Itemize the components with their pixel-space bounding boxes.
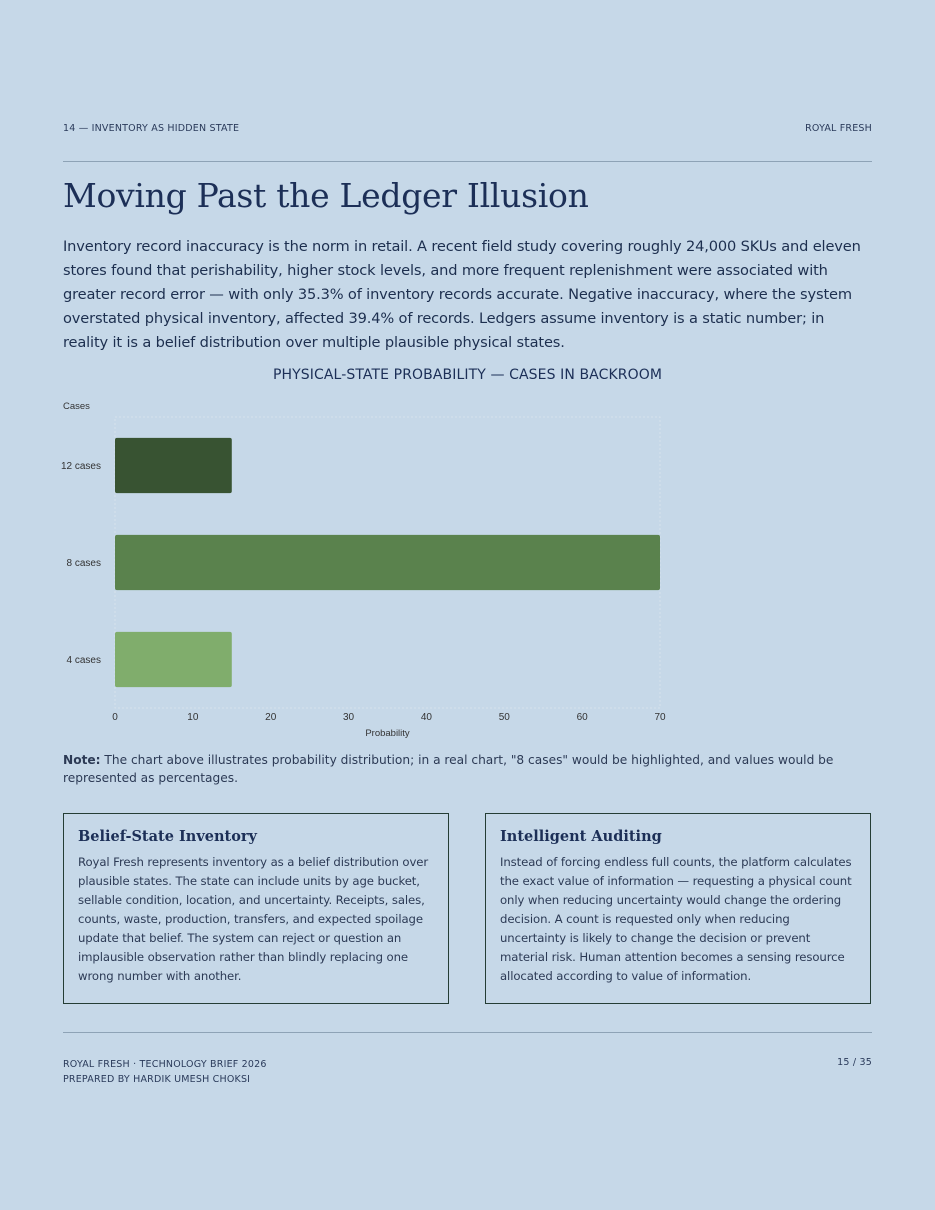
page-number: 15 / 35: [837, 1057, 872, 1068]
x-tick-label: 40: [420, 712, 432, 723]
running-header: [63, 123, 872, 134]
bar-4-cases: [115, 632, 232, 687]
plot-area: [61, 417, 666, 723]
y-tick-label: 4 cases: [66, 655, 101, 666]
section-label: 14 — INVENTORY AS HIDDEN STATE: [63, 123, 240, 134]
page-footer: [63, 1057, 872, 1087]
card-body: Instead of forcing endless full counts, the platform calculates the exact value of information — requesting a physical count only when reducing uncertainty would change the ordering decision. A count is requested only when reducing uncertainty is likely to change the decision or prevent material risk. Human attention becomes a sensing resource allocated according to value of information.: [500, 855, 852, 983]
card-body: Royal Fresh represents inventory as a belief distribution over plausible states. The state can include units by age bucket, sellable condition, location, and uncertainty. Receipts, sales, counts, waste, production, transfers, and expected spoilage update that belief. The system can reject or question an implausible observation rather than blindly replacing one wrong number with another.: [78, 855, 429, 983]
chart-title: PHYSICAL-STATE PROBABILITY — CASES IN BACKROOM: [272, 367, 663, 383]
page-title: Moving Past the Ledger Illusion: [63, 176, 589, 215]
belief-state-card: [63, 813, 449, 1004]
bar-12-cases: [115, 438, 232, 493]
bar-8-cases: [115, 535, 660, 590]
x-tick-label: 70: [654, 712, 666, 723]
footer-author: PREPARED BY HARDIK UMESH CHOKSI: [63, 1074, 251, 1085]
y-tick-label: 12 cases: [60, 461, 101, 472]
y-tick-label: 8 cases: [66, 558, 101, 569]
x-tick-label: 20: [265, 712, 277, 723]
x-tick-label: 30: [343, 712, 355, 723]
card-title: Belief-State Inventory: [78, 828, 257, 845]
intelligent-auditing-card: [485, 813, 871, 1004]
brand-label: ROYAL FRESH: [805, 123, 872, 134]
footer-divider: [63, 1032, 872, 1033]
y-axis-title: Cases: [63, 401, 90, 412]
chart-note: [63, 751, 872, 787]
card-title: Intelligent Auditing: [500, 828, 662, 845]
x-axis-title: Probability: [365, 728, 410, 739]
x-tick-label: 60: [576, 712, 588, 723]
header-divider: [63, 161, 872, 162]
note-label: Note:: [63, 753, 101, 767]
x-tick-label: 10: [187, 712, 199, 723]
probability-bar-chart: [53, 395, 743, 745]
note-text: The chart above illustrates probability distribution; in a real chart, "8 cases" would be highlighted, and values would be represented as percentages.: [63, 753, 834, 785]
x-tick-label: 50: [498, 712, 510, 723]
x-tick-label: 0: [112, 712, 118, 723]
lead-paragraph: Inventory record inaccuracy is the norm in retail. A recent field study covering roughly 24,000 SKUs and eleven stores found that perishability, higher stock levels, and more frequent replenishment were associated with greater record error — with only 35.3% of inventory records accurate. Negative inaccuracy, where the system overstated physical inventory, affected 39.4% of records. Ledgers assume inventory is a static number; in reality it is a belief distribution over multiple plausible physical states.: [63, 238, 861, 351]
footer-publication: ROYAL FRESH · TECHNOLOGY BRIEF 2026: [63, 1059, 267, 1070]
document-page: [60, 0, 872, 1210]
